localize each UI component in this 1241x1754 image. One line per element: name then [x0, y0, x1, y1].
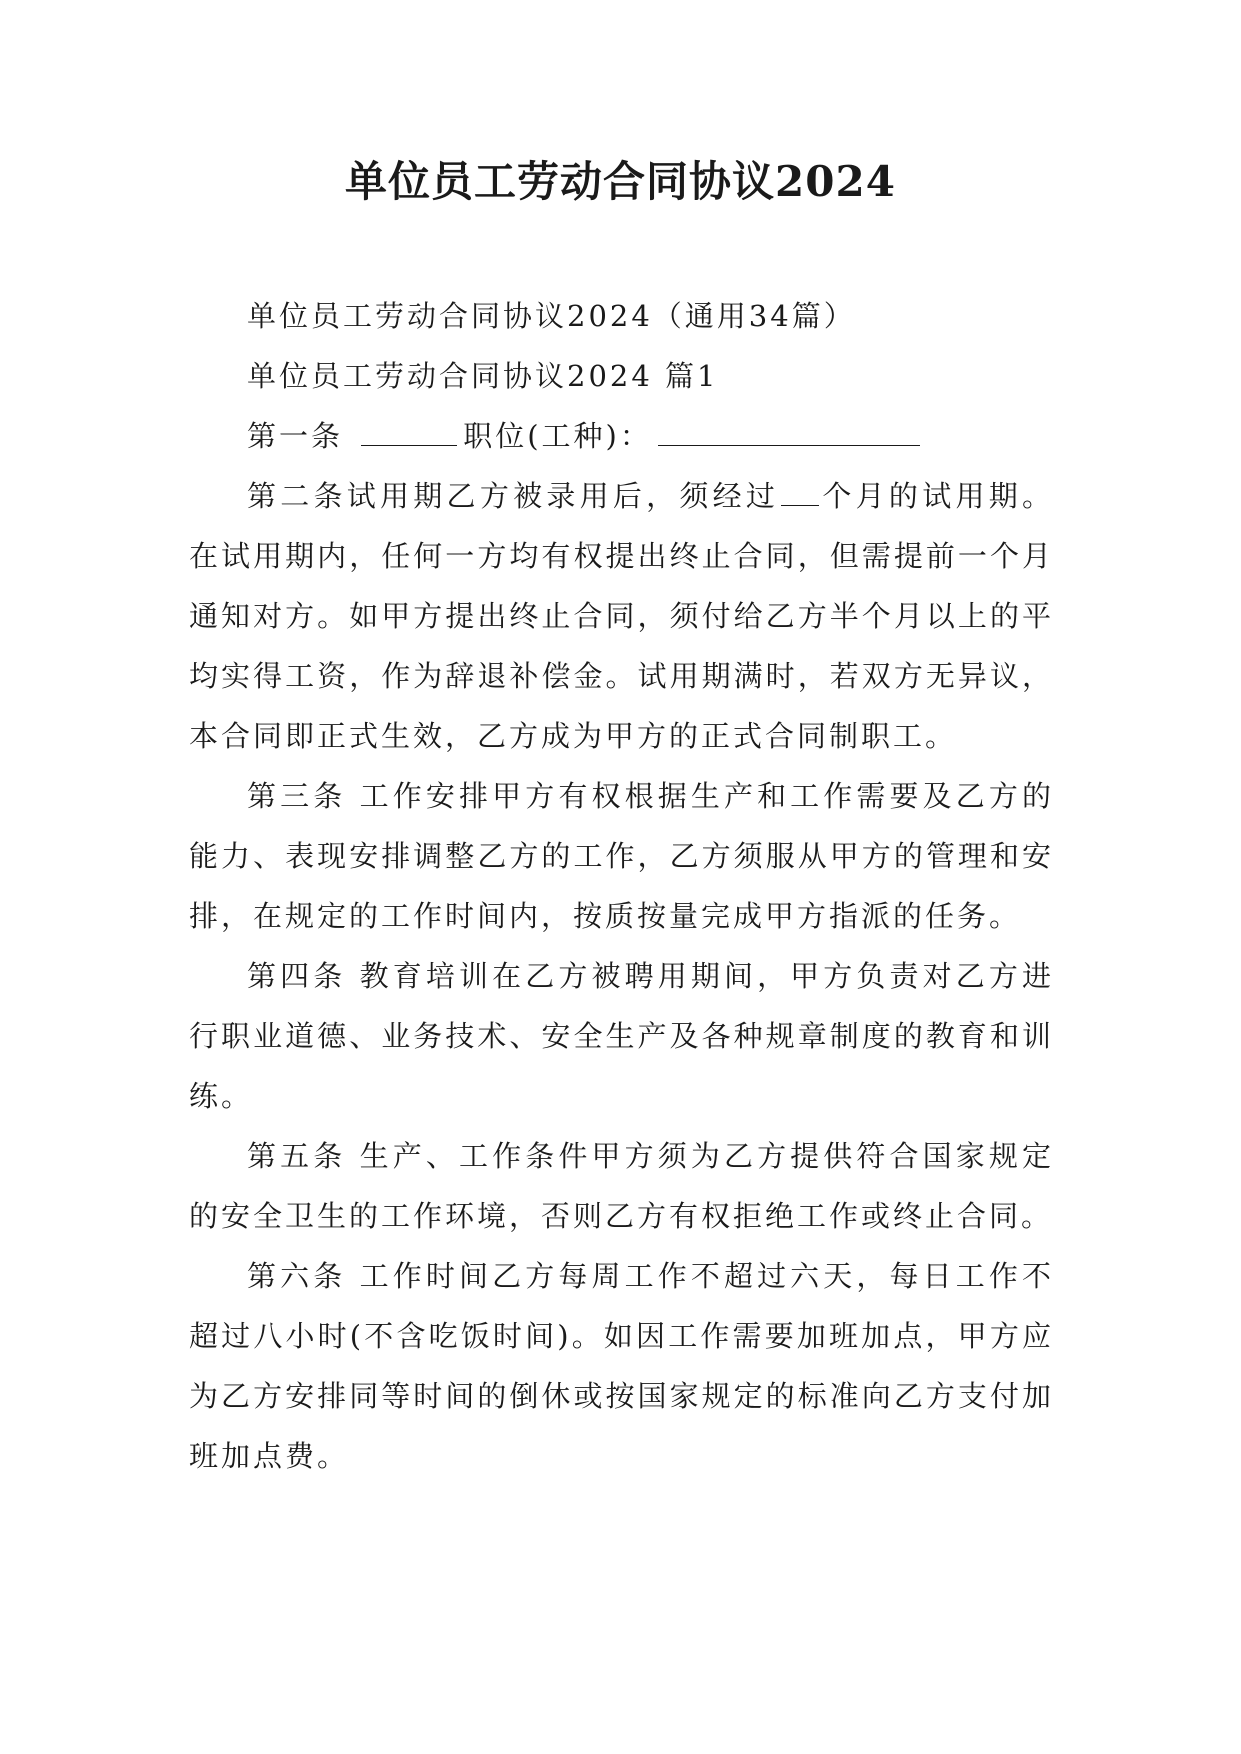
article-1-blank-name — [361, 421, 457, 446]
section-heading: 单位员工劳动合同协议2024 篇1 — [247, 359, 719, 393]
article-2 — [189, 466, 1054, 766]
article-2-part2: 个月的试用期。在试用期内，任何一方均有权提出终止合同，但需提前一个月通知对方。如甲方提出终止合同，须付给乙方半个月以上的平均实得工资，作为辞退补偿金。试用期满时，若双方无异议，本合同即正式生效，乙方成为甲方的正式合同制职工。 — [189, 479, 1054, 753]
article-2-blank-months — [781, 481, 819, 506]
article-3: 第三条 工作安排甲方有权根据生产和工作需要及乙方的能力、表现安排调整乙方的工作，乙方须服从甲方的管理和安排，在规定的工作时间内，按质按量完成甲方指派的任务。 — [189, 779, 1054, 933]
article-5: 第五条 生产、工作条件甲方须为乙方提供符合国家规定的安全卫生的工作环境，否则乙方有权拒绝工作或终止合同。 — [189, 1139, 1054, 1233]
document-subtitle: 单位员工劳动合同协议2024（通用34篇） — [247, 299, 856, 333]
article-4: 第四条 教育培训在乙方被聘用期间，甲方负责对乙方进行职业道德、业务技术、安全生产及各种规章制度的教育和训练。 — [189, 959, 1054, 1113]
document-title: 单位员工劳动合同协议2024 — [345, 157, 896, 206]
article-1-blank-position — [658, 421, 920, 446]
article-1-position-label: 职位(工种)： — [463, 419, 652, 453]
article-1-prefix: 第一条 — [247, 419, 344, 453]
article-2-part1: 第二条试用期乙方被录用后，须经过 — [247, 479, 780, 513]
article-6: 第六条 工作时间乙方每周工作不超过六天，每日工作不超过八小时(不含吃饭时间)。如因工作需要加班加点，甲方应为乙方安排同等时间的倒休或按国家规定的标准向乙方支付加班加点费。 — [189, 1259, 1054, 1473]
article-1 — [189, 406, 1054, 466]
document-body — [189, 286, 1054, 1486]
